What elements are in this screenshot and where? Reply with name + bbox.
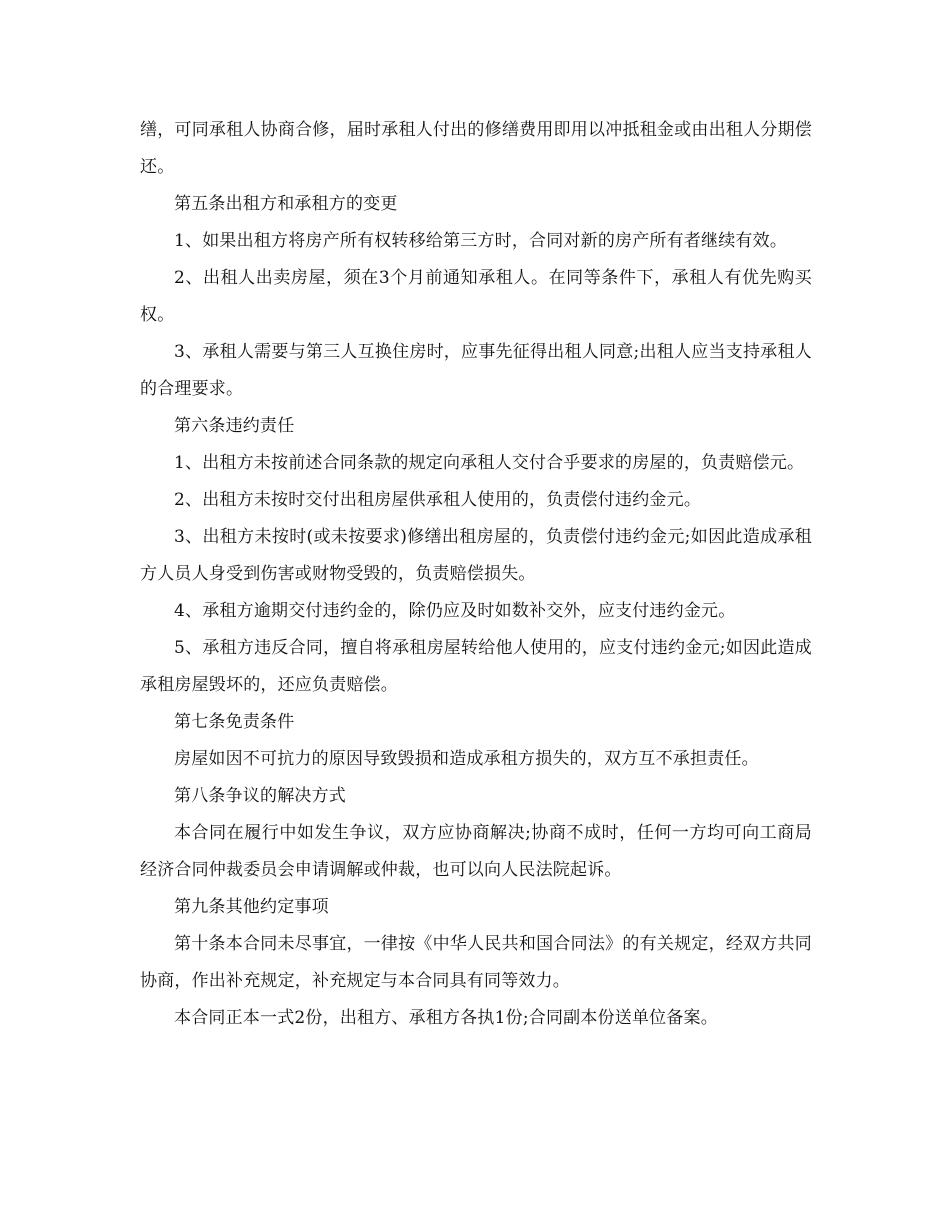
section-heading-7: 第七条免责条件 xyxy=(174,712,295,732)
paragraph: 3、承租人需要与第三人互换住房时，应事先征得出租人同意;出租人应当支持承租人的合理要求。 xyxy=(140,342,812,399)
paragraph: 4、承租方逾期交付违约金的，除仍应及时如数补交外，应支付违约金元。 xyxy=(174,601,736,621)
paragraph: 本合同正本一式2份，出租方、承租方各执1份;合同副本份送单位备案。 xyxy=(174,1008,718,1028)
paragraph: 1、出租方未按前述合同条款的规定向承租人交付合乎要求的房屋的，负责赔偿元。 xyxy=(174,453,805,473)
section-heading-6: 第六条违约责任 xyxy=(174,416,295,436)
paragraph-continuation: 缮，可同承租人协商合修，届时承租人付出的修缮费用即用以冲抵租金或由出租人分期偿还。 xyxy=(140,120,812,177)
paragraph: 2、出租人出卖房屋，须在3个月前通知承租人。在同等条件下，承租人有优先购买权。 xyxy=(140,268,812,325)
paragraph: 1、如果出租方将房产所有权转移给第三方时，合同对新的房产所有者继续有效。 xyxy=(174,231,788,251)
section-heading-9: 第九条其他约定事项 xyxy=(174,897,329,917)
paragraph: 房屋如因不可抗力的原因导致毁损和造成承租方损失的，双方互不承担责任。 xyxy=(174,749,759,769)
paragraph: 5、承租方违反合同，擅自将承租房屋转给他人使用的，应支付违约金元;如因此造成承租房屋毁坏的，还应负责赔偿。 xyxy=(140,638,812,695)
paragraph: 本合同在履行中如发生争议，双方应协商解决;协商不成时，任何一方均可向工商局经济合同仲裁委员会申请调解或仲裁，也可以向人民法院起诉。 xyxy=(140,823,812,880)
section-heading-5: 第五条出租方和承租方的变更 xyxy=(174,194,398,214)
paragraph: 第十条本合同未尽事宜，一律按《中华人民共和国合同法》的有关规定，经双方共同协商，作出补充规定，补充规定与本合同具有同等效力。 xyxy=(140,934,812,991)
paragraph: 3、出租方未按时(或未按要求)修缮出租房屋的，负责偿付违约金元;如因此造成承租方人员人身受到伤害或财物受毁的，负责赔偿损失。 xyxy=(140,527,812,584)
section-heading-8: 第八条争议的解决方式 xyxy=(174,786,346,806)
document-body xyxy=(140,112,812,1037)
paragraph: 2、出租方未按时交付出租房屋供承租人使用的，负责偿付违约金元。 xyxy=(174,490,702,510)
